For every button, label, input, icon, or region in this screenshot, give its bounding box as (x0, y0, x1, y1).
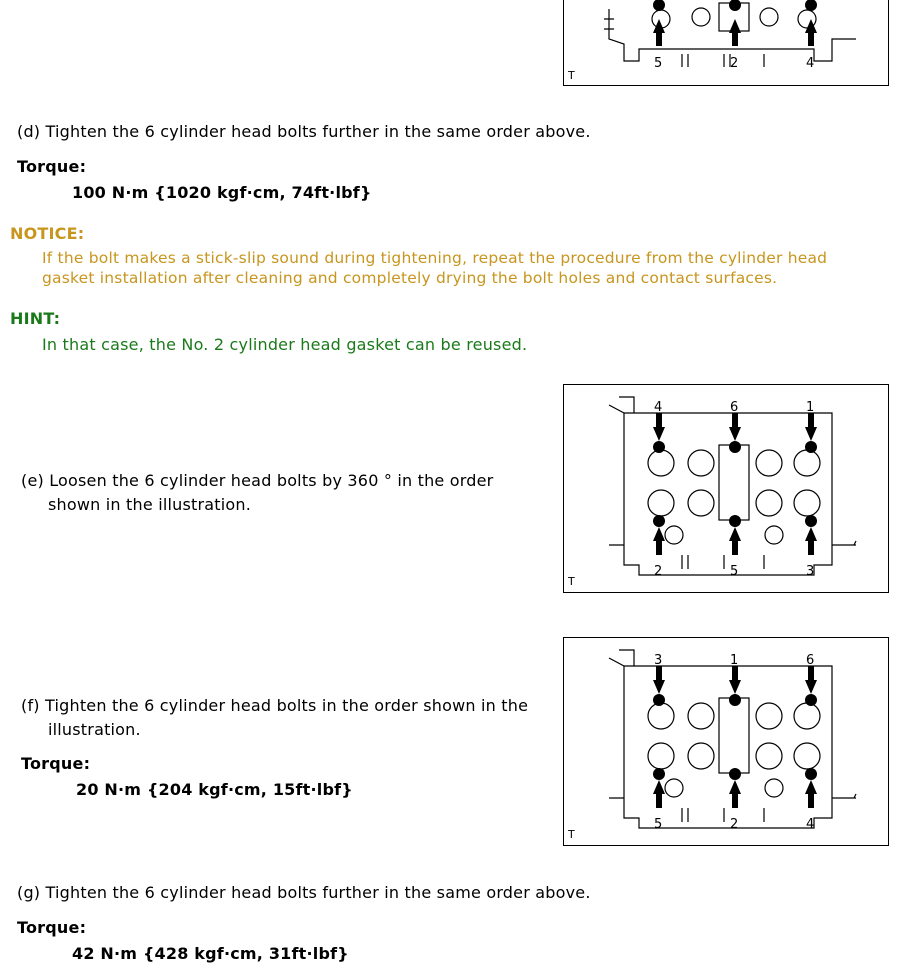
illustration-step-e (563, 384, 889, 593)
step-f-torque-value: 20 N·m {204 kgf·cm, 15ft·lbf} (76, 780, 353, 799)
bolt-label: 1 (730, 653, 739, 668)
step-e-text-line1: (e) Loosen the 6 cylinder head bolts by 360 ° in the order (21, 471, 494, 490)
notice-text-line1: If the bolt makes a stick-slip sound during tightening, repeat the procedure from the cylinder head (42, 249, 828, 267)
bolt-label: 3 (654, 653, 663, 668)
step-f-torque-label: Torque: (21, 754, 91, 773)
bolt-label: 6 (730, 400, 739, 415)
hint-label: HINT: (10, 309, 61, 328)
notice-label: NOTICE: (10, 224, 85, 243)
step-d-torque-label: Torque: (17, 157, 87, 176)
notice-text-line2: gasket installation after cleaning and completely drying the bolt holes and contact surfaces. (42, 269, 778, 287)
bolt-label: 5 (654, 56, 663, 71)
step-g-torque-value: 42 N·m {428 kgf·cm, 31ft·lbf} (72, 944, 349, 963)
step-d-torque-value: 100 N·m {1020 kgf·cm, 74ft·lbf} (72, 183, 372, 202)
step-f-text-line1: (f) Tighten the 6 cylinder head bolts in the order shown in the (21, 696, 529, 715)
bolt-label: 2 (654, 564, 663, 579)
hint-text: In that case, the No. 2 cylinder head gasket can be reused. (42, 335, 528, 354)
step-d-text: (d) Tighten the 6 cylinder head bolts further in the same order above. (17, 122, 591, 141)
bolt-label: 1 (806, 400, 815, 415)
step-e-text-line2: shown in the illustration. (48, 495, 251, 514)
illustration-top (563, 0, 889, 86)
bolt-label: 6 (806, 653, 815, 668)
figure-corner-label: T (568, 828, 575, 841)
cylinder-head-diagram (564, 638, 888, 845)
bolt-label: 3 (806, 564, 815, 579)
step-f-text-line2: illustration. (48, 720, 141, 739)
bolt-label: 5 (730, 564, 739, 579)
cylinder-head-diagram (564, 385, 888, 592)
step-g-torque-label: Torque: (17, 918, 87, 937)
bolt-label: 4 (654, 400, 663, 415)
bolt-label: 4 (806, 817, 815, 832)
illustration-step-f (563, 637, 889, 846)
cylinder-head-diagram (564, 0, 888, 85)
bolt-label: 5 (654, 817, 663, 832)
bolt-label: 2 (730, 817, 739, 832)
bolt-label: 2 (730, 56, 739, 71)
step-g-text: (g) Tighten the 6 cylinder head bolts further in the same order above. (17, 883, 591, 902)
figure-corner-label: T (568, 575, 575, 588)
bolt-label: 4 (806, 56, 815, 71)
figure-corner-label: T (568, 69, 575, 82)
